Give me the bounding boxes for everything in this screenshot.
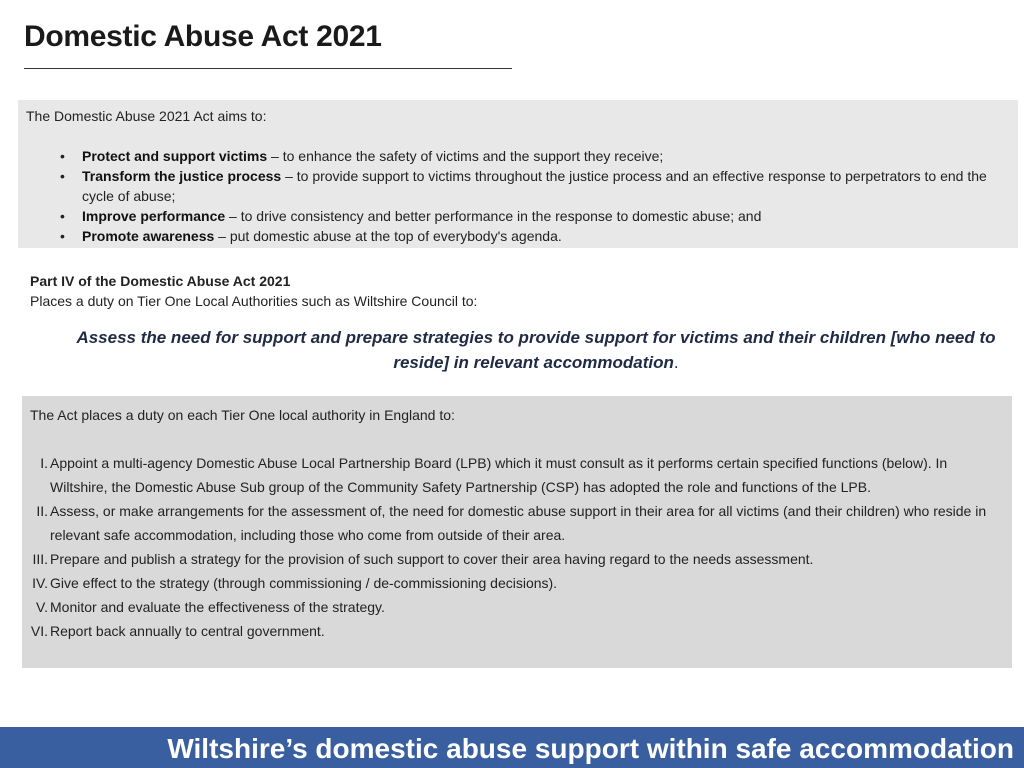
- duty-item: [30, 571, 1002, 595]
- duty-numeral: III.: [32, 551, 48, 567]
- duty-numeral: VI.: [30, 623, 48, 639]
- bullet-icon: •: [60, 148, 65, 164]
- aims-box: [18, 100, 1018, 248]
- duty-quote: [56, 325, 1016, 375]
- duty-text: Give effect to the strategy (through commissioning / de-commissioning decisions).: [50, 575, 558, 591]
- bullet-icon: •: [60, 208, 65, 224]
- aim-title: Transform the justice process: [82, 168, 282, 184]
- duty-numeral: V.: [36, 599, 48, 615]
- duty-item: [30, 499, 1002, 547]
- aim-title: Promote awareness: [82, 228, 215, 244]
- aim-description: – put domestic abuse at the top of everybody's agenda.: [214, 228, 562, 244]
- aim-description: – to drive consistency and better performance in the response to domestic abuse; and: [225, 208, 762, 224]
- page-title: Domestic Abuse Act 2021: [24, 20, 382, 53]
- aims-list-item: [60, 226, 1008, 246]
- duty-numeral: II.: [36, 503, 48, 519]
- aim-description: – to enhance the safety of victims and the support they receive;: [267, 148, 664, 164]
- duty-item: [30, 619, 1002, 643]
- bullet-icon: •: [60, 168, 65, 184]
- duty-item: [30, 451, 1002, 499]
- duty-quote-text: Assess the need for support and prepare strategies to provide support for victims and their children [who need to reside] in relevant accommodation: [76, 328, 996, 372]
- duty-numeral: IV.: [32, 575, 48, 591]
- duty-text: Assess, or make arrangements for the assessment of, the need for domestic abuse support in their area for all victims (and their children) who reside in relevant safe accommodation, including those who come from outside of their area.: [50, 503, 987, 543]
- duty-text: Appoint a multi-agency Domestic Abuse Local Partnership Board (LPB) which it must consult as it performs certain specified functions (below). In Wiltshire, the Domestic Abuse Sub group of the Community Safety Partnership (CSP) has adopted the role and functions of the LPB.: [50, 455, 948, 495]
- duty-text: Prepare and publish a strategy for the provision of such support to cover their area having regard to the needs assessment.: [50, 551, 814, 567]
- duties-intro: The Act places a duty on each Tier One local authority in England to:: [30, 407, 455, 423]
- aims-intro: The Domestic Abuse 2021 Act aims to:: [26, 108, 267, 124]
- title-underline: [24, 68, 512, 69]
- footer-banner: [0, 727, 1024, 768]
- aims-list-item: [60, 146, 1008, 166]
- aim-description: – to provide support to victims throughout the justice process and an effective response to perpetrators to end the cycle of abuse;: [82, 168, 987, 204]
- part-iv-heading: Part IV of the Domestic Abuse Act 2021: [30, 273, 291, 289]
- aims-list-item: [60, 166, 1008, 206]
- aims-list-item: [60, 206, 1008, 226]
- duties-box: [22, 396, 1012, 668]
- aim-title: Improve performance: [82, 208, 226, 224]
- bullet-icon: •: [60, 228, 65, 244]
- footer-title: Wiltshire’s domestic abuse support within safe accommodation: [167, 733, 1014, 764]
- duty-text: Monitor and evaluate the effectiveness of the strategy.: [50, 599, 385, 615]
- aim-title: Protect and support victims: [82, 148, 268, 164]
- aims-list: [26, 146, 1008, 246]
- duty-item: [30, 595, 1002, 619]
- duty-quote-period: .: [673, 353, 679, 372]
- duty-item: [30, 547, 1002, 571]
- duty-numeral: I.: [40, 455, 48, 471]
- part-iv-subheading: Places a duty on Tier One Local Authorities such as Wiltshire Council to:: [30, 293, 478, 309]
- duty-text: Report back annually to central government.: [50, 623, 325, 639]
